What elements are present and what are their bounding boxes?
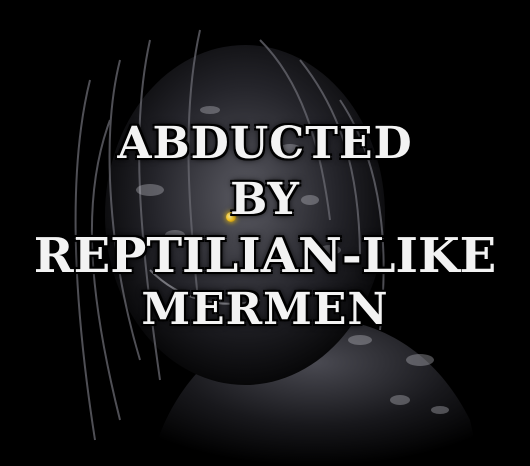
cover-title-line-3: REPTILIAN-LIKE [33,228,497,284]
cover-title-line-2: BY [230,174,300,225]
cover-title-line-4: MERMEN [141,284,389,335]
cover-title-line-1: ABDUCTED [117,118,413,169]
